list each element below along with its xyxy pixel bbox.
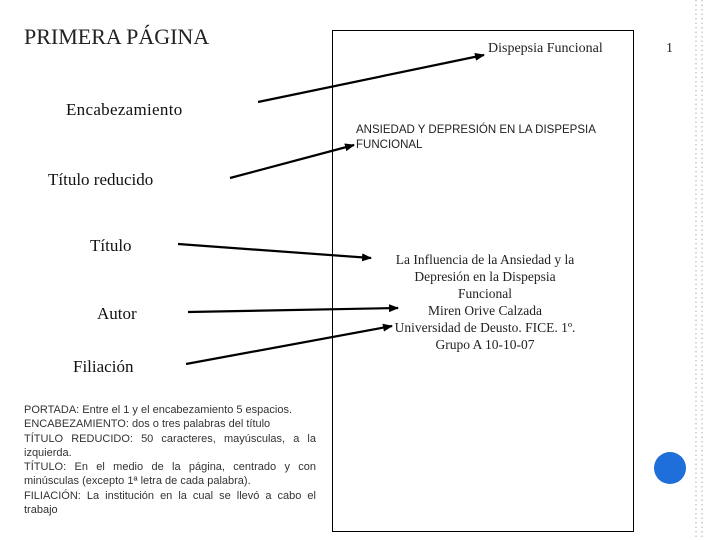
note-filiacion: FILIACIÓN: La institución en la cual se llevó a cabo el trabajo	[24, 489, 316, 517]
note-encabezamiento: ENCABEZAMIENTO: dos o tres palabras del título	[24, 418, 271, 431]
decorative-dotted-lines	[688, 0, 720, 540]
title-line: La Influencia de la Ansiedad y la	[395, 252, 575, 267]
note-titulo-reducido: TÍTULO REDUCIDO: 50 caracteres, mayúsculas, a la izquierda.	[24, 432, 316, 459]
label-autor: Autor	[97, 304, 137, 323]
running-head: Dispepsia Funcional	[488, 41, 603, 56]
title-line: Depresión en la Dispepsia	[414, 269, 556, 284]
note-titulo: TÍTULO: En el medio de la página, centrado y con minúsculas (excepto 1ª letra de cada palabra).	[24, 461, 316, 488]
slide-title: PRIMERA PÁGINA	[24, 24, 210, 49]
label-filiacion: Filiación	[73, 357, 134, 376]
note-portada: PORTADA: Entre el 1 y el encabezamiento 5 espacios.	[24, 404, 293, 416]
page-number: 1	[666, 41, 673, 56]
notes-block	[24, 403, 316, 517]
author-name: Miren Orive Calzada	[428, 303, 542, 318]
affiliation-line: Universidad de Deusto. FICE. 1º.	[394, 320, 576, 335]
affiliation-line: Grupo A 10-10-07	[435, 337, 535, 352]
title-line: Funcional	[458, 286, 512, 301]
short-title-line: ANSIEDAD Y DEPRESIÓN EN LA DISPEPSIA	[356, 124, 596, 136]
decorative-circle	[654, 452, 686, 484]
label-encabezamiento: Encabezamiento	[66, 100, 183, 119]
title-block	[372, 251, 598, 353]
short-title	[356, 123, 616, 153]
short-title-line: FUNCIONAL	[356, 139, 423, 151]
label-titulo: Título	[90, 236, 132, 255]
label-titulo-reducido: Título reducido	[48, 170, 154, 189]
